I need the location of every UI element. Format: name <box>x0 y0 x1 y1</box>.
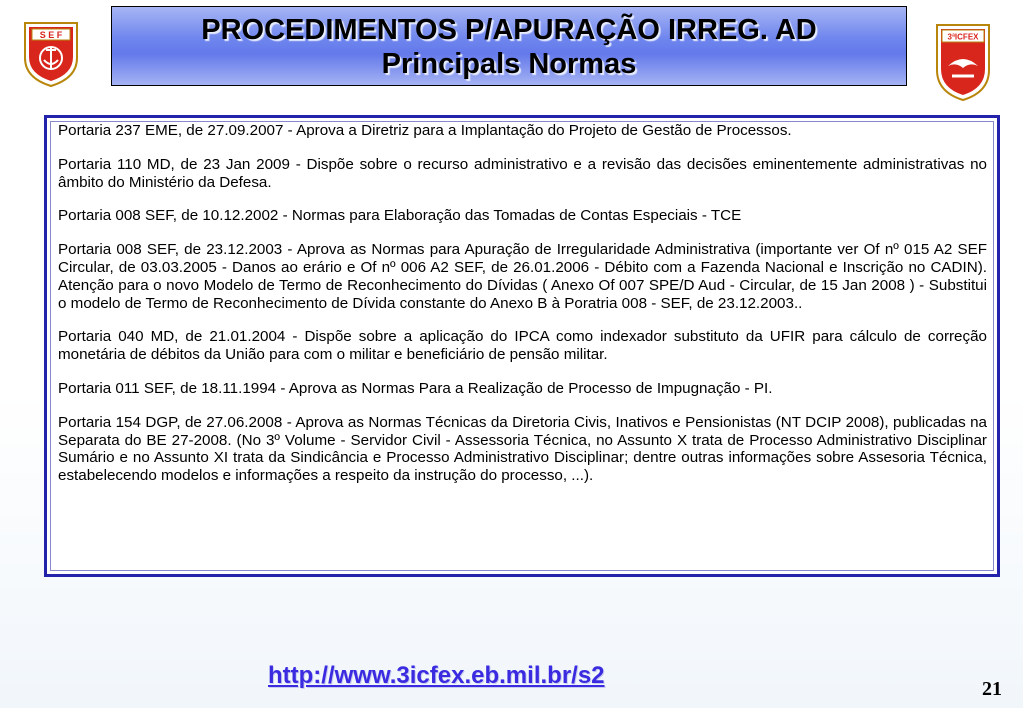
norm-paragraph: Portaria 040 MD, de 21.01.2004 - Dispõe sobre a aplicação do IPCA como indexador substituto da UFIR para cálculo de correção monetária de débitos da União para com o militar e beneficiário de pensão militar. <box>58 328 987 364</box>
page-title: PROCEDIMENTOS P/APURAÇÃO IRREG. AD <box>201 14 817 46</box>
norm-paragraph: Portaria 008 SEF, de 23.12.2003 - Aprova as Normas para Apuração de Irregularidade Administrativa (importante ver Of nº 015 A2 SEF Circular, de 03.03.2005 - Danos ao erário e Of nº 006 A2 SEF, de 26.01.2006 - Débito com a Fazenda Nacional e Inscrição no CADIN). Atenção para o novo Modelo de Termo de Reconhecimento do Dívidas ( Anexo Of 007 SPE/D Aud - Circular, de 15 Jan 2008 ) - Substitui o modelo de Termo de Reconhecimento de Dívida constante do Anexo B à Poratria 008 - SEF, de 23.12.2003.. <box>58 241 987 312</box>
footer-website-link[interactable]: http://www.3icfex.eb.mil.br/s2 <box>268 662 605 689</box>
3icfex-emblem-text: 3ªICFEX <box>947 32 979 42</box>
norms-list-box <box>44 115 1000 577</box>
norm-paragraph: Portaria 110 MD, de 23 Jan 2009 - Dispõe sobre o recurso administrativo e a revisão das decisões eminentemente administrativas no âmbito do Ministério da Defesa. <box>58 155 987 191</box>
norm-paragraph: Portaria 008 SEF, de 10.12.2002 - Normas para Elaboração das Tomadas de Contas Especiais - TCE <box>58 207 742 225</box>
page-subtitle: Principals Normas <box>381 48 637 80</box>
norm-paragraph: Portaria 011 SEF, de 18.11.1994 - Aprova as Normas Para a Realização de Processo de Impugnação - PI. <box>58 379 773 397</box>
sef-shield-icon <box>22 20 80 88</box>
page-number: 21 <box>982 678 1002 700</box>
norm-paragraph: Portaria 237 EME, de 27.09.2007 - Aprova a Diretriz para a Implantação do Projeto de Gestão de Processos. <box>58 122 792 139</box>
3icfex-shield-icon <box>934 22 992 102</box>
norm-paragraph: Portaria 154 DGP, de 27.06.2008 - Aprova as Normas Técnicas da Diretoria Civis, Inativos e Pensionistas (NT DCIP 2008), publicadas na Separata do BE 27-2008. (No 3º Volume - Servidor Civil - Assessoria Técnica, no Assunto X trata de Processo Administrativo Disciplinar Sumário e no Assunto XI trata da Sindicância e Processo Administrativo Disciplinar; dentre outras informações sobre Assesoria Técnica, estabelecendo modelos e informações a respeito da instrução do processo, ...). <box>58 413 987 485</box>
sef-emblem-text: S E F <box>39 30 63 40</box>
title-banner <box>111 6 907 86</box>
